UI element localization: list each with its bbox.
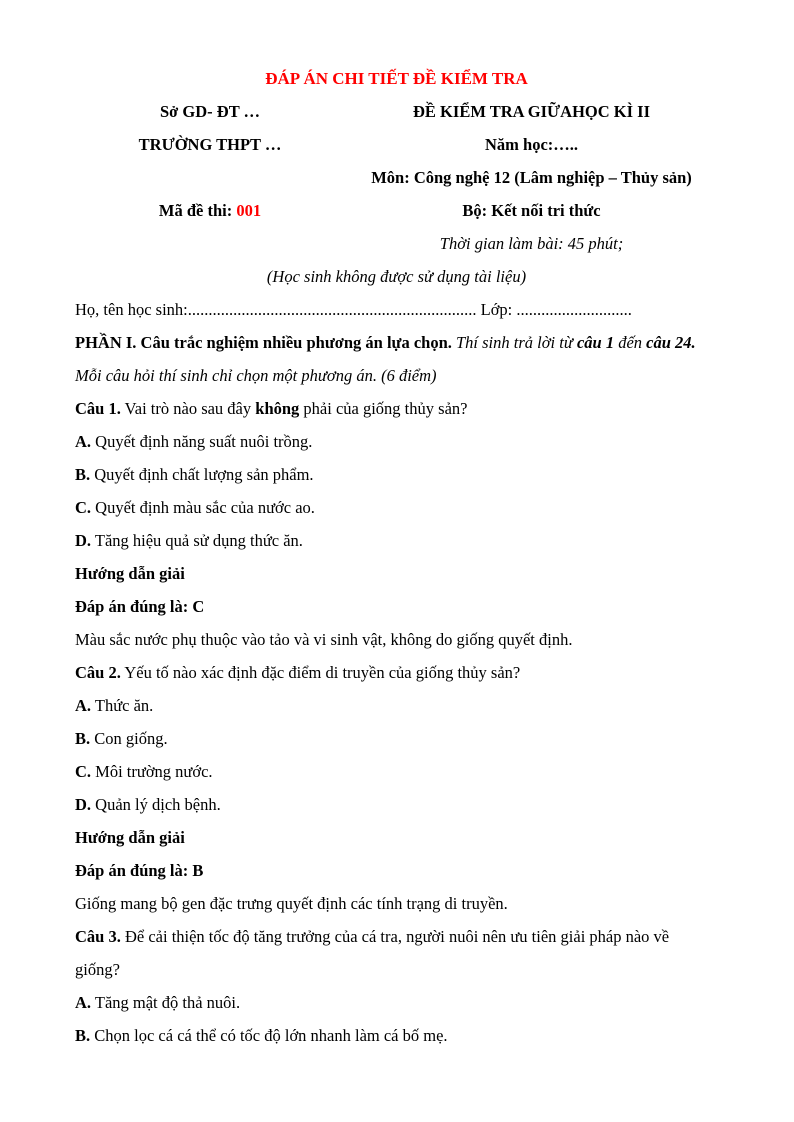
header-duration: Thời gian làm bài: 45 phút; xyxy=(439,234,624,253)
option-line xyxy=(75,755,718,788)
question-number: Câu 3. xyxy=(75,927,121,946)
part1-heading-bolditalic-2: câu 24. xyxy=(646,333,696,352)
explanation-line: Màu sắc nước phụ thuộc vào tảo và vi sinh vật, không do giống quyết định. xyxy=(75,630,573,649)
exam-code-line xyxy=(75,194,345,227)
option-label: B. xyxy=(75,465,91,484)
exam-header xyxy=(75,95,718,293)
question-text: Yếu tố nào xác định đặc điểm di truyền của giống thủy sản? xyxy=(120,663,521,682)
header-dept: Sở GD- ĐT … xyxy=(159,102,261,121)
option-label: A. xyxy=(75,993,92,1012)
question-number: Câu 1. xyxy=(75,399,121,418)
option-text: Quyết định màu sắc của nước ao. xyxy=(91,498,315,517)
option-text: Môi trường nước. xyxy=(91,762,213,781)
header-row-3 xyxy=(75,161,718,194)
option-label: C. xyxy=(75,762,92,781)
question-text: Vai trò nào sau đây xyxy=(120,399,256,418)
question-number: Câu 2. xyxy=(75,663,121,682)
part1-heading xyxy=(75,326,718,392)
header-row-5 xyxy=(75,227,718,260)
option-label: A. xyxy=(75,432,92,451)
option-line xyxy=(75,986,718,1019)
option-line xyxy=(75,689,718,722)
part1-heading-italic-2: đến xyxy=(614,333,647,352)
question-text: Để cải thiện tốc độ tăng trưởng của cá tra, người nuôi nên ưu tiên giải pháp nào về giống? xyxy=(75,927,670,979)
question-text: phải của giống thủy sản? xyxy=(299,399,468,418)
option-label: A. xyxy=(75,696,92,715)
header-subject: Môn: Công nghệ 12 (Lâm nghiệp – Thủy sản) xyxy=(371,168,692,187)
question-line xyxy=(75,656,718,689)
header-row-4 xyxy=(75,194,718,227)
option-line xyxy=(75,1019,718,1052)
option-label: D. xyxy=(75,531,92,550)
doc-title: ĐÁP ÁN CHI TIẾT ĐỀ KIỂM TRA xyxy=(265,69,528,88)
question-line xyxy=(75,392,718,425)
option-label: B. xyxy=(75,1026,91,1045)
option-label: D. xyxy=(75,795,92,814)
header-row-2 xyxy=(75,128,718,161)
option-text: Thức ăn. xyxy=(91,696,154,715)
header-book: Bộ: Kết nối tri thức xyxy=(462,201,601,220)
header-school: TRƯỜNG THPT … xyxy=(138,135,282,154)
header-year: Năm học:….. xyxy=(485,135,579,154)
option-line xyxy=(75,722,718,755)
option-line xyxy=(75,425,718,458)
student-name-line: Họ, tên học sinh:...................................................................... Lớp: ............................ xyxy=(75,300,632,319)
option-text: Quản lý dịch bệnh. xyxy=(91,795,221,814)
part1-heading-italic-1: Thí sinh trả lời từ xyxy=(451,333,577,352)
answer-line: Đáp án đúng là: B xyxy=(75,861,204,880)
guide-heading: Hướng dẫn giải xyxy=(75,828,185,847)
answer-line: Đáp án đúng là: C xyxy=(75,597,205,616)
option-text: Quyết định chất lượng sản phẩm. xyxy=(90,465,314,484)
header-empty-cell xyxy=(75,161,345,194)
question-text: không xyxy=(255,399,300,418)
questions-container xyxy=(75,392,718,1052)
option-line xyxy=(75,788,718,821)
option-text: Tăng hiệu quả sử dụng thức ăn. xyxy=(91,531,303,550)
exam-code-label: Mã đề thi: xyxy=(158,201,237,220)
part1-heading-italic-3: Mỗi câu hỏi thí sinh chỉ chọn một phương án. (6 điểm) xyxy=(75,366,437,385)
option-text: Con giống. xyxy=(90,729,168,748)
option-text: Quyết định năng suất nuôi trồng. xyxy=(91,432,313,451)
option-label: B. xyxy=(75,729,91,748)
header-row-1 xyxy=(75,95,718,128)
header-note: (Học sinh không được sử dụng tài liệu) xyxy=(266,267,527,286)
explanation-line: Giống mang bộ gen đặc trưng quyết định các tính trạng di truyền. xyxy=(75,894,508,913)
option-label: C. xyxy=(75,498,92,517)
guide-heading: Hướng dẫn giải xyxy=(75,564,185,583)
part1-heading-bold: PHẦN I. Câu trắc nghiệm nhiều phương án lựa chọn. xyxy=(75,333,452,352)
exam-code-value: 001 xyxy=(236,201,262,220)
option-text: Tăng mật độ thả nuôi. xyxy=(91,993,241,1012)
option-line xyxy=(75,491,718,524)
option-text: Chọn lọc cá cá thể có tốc độ lớn nhanh làm cá bố mẹ. xyxy=(90,1026,448,1045)
option-line xyxy=(75,524,718,557)
option-line xyxy=(75,458,718,491)
header-exam-title: ĐỀ KIỂM TRA GIỮAHỌC KÌ II xyxy=(413,102,651,121)
question-line xyxy=(75,920,718,986)
part1-heading-bolditalic-1: câu 1 xyxy=(576,333,615,352)
header-empty-cell-2 xyxy=(75,227,345,260)
